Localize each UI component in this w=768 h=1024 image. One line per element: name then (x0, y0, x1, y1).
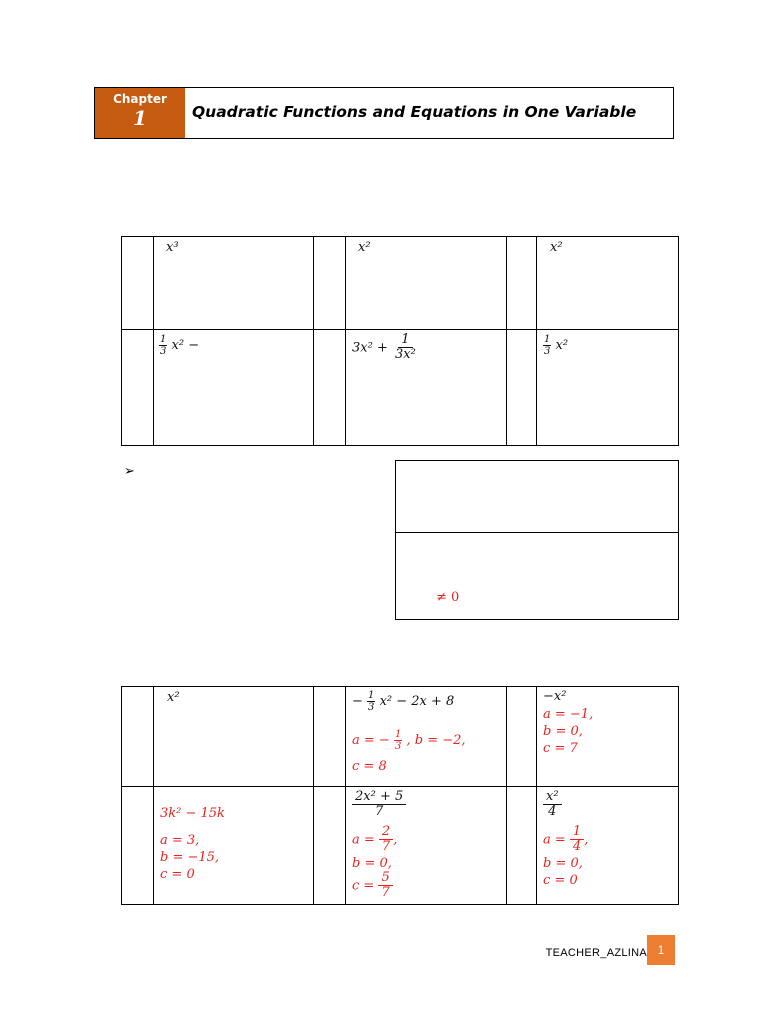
fraction-denominator: 3 (544, 346, 551, 357)
table1-index-cell (122, 237, 154, 330)
fraction-denominator: 4 (548, 804, 557, 820)
comma: , (393, 831, 398, 847)
comma: , (584, 831, 589, 847)
fraction-denominator: 7 (381, 838, 391, 854)
table2-cell (154, 687, 314, 787)
not-equal-zero: ≠ 0 (436, 590, 460, 605)
fraction-denominator: 7 (381, 885, 390, 901)
table2-index-cell (314, 787, 346, 905)
fraction-numerator: 1 (160, 334, 167, 345)
table1-index-cell (122, 330, 154, 446)
math-expression: x² (167, 690, 180, 705)
definition-box-bottom (396, 533, 679, 620)
coef-a-label: a = − (352, 733, 390, 748)
table2-index-cell (122, 787, 154, 905)
expressions-table-1 (121, 236, 679, 446)
table1-index-cell (314, 237, 346, 330)
coef-a: a = 3, (160, 833, 200, 848)
table1-index-cell (507, 330, 537, 446)
math-expression: −x² (543, 689, 567, 704)
table2-cell (537, 687, 679, 787)
table2-index-cell (122, 687, 154, 787)
chapter-label: Chapter (113, 92, 167, 106)
coef-a-label: a = (352, 831, 375, 847)
fraction-denominator: 3 (394, 741, 402, 752)
table2-cell (154, 787, 314, 905)
definition-box (395, 460, 679, 620)
page-number: 1 (647, 935, 675, 965)
math-expression: x² (550, 240, 563, 255)
fraction-numerator: 1 (570, 825, 584, 840)
table2-cell (346, 787, 507, 905)
table1-cell (346, 237, 507, 330)
coef-b: b = −15, (160, 850, 220, 865)
table1-cell (154, 330, 314, 446)
definition-box-top (396, 461, 679, 533)
fraction-denominator: 3 (368, 702, 375, 713)
table1-cell (346, 330, 507, 446)
coef-a: a = −1, (543, 707, 594, 722)
coef-b: b = 0, (352, 856, 392, 872)
table1-index-cell (314, 330, 346, 446)
table1-cell (537, 237, 679, 330)
coef-a-label: a = (543, 831, 566, 847)
fraction-numerator: 5 (378, 871, 392, 886)
table2-index-cell (507, 787, 537, 905)
coef-c: c = 8 (352, 759, 387, 774)
fraction-numerator: 1 (398, 333, 412, 348)
chapter-header (94, 87, 674, 139)
math-expression: x² (555, 338, 569, 353)
footer-author: TEACHER_AZLINA (545, 947, 647, 959)
table2-index-cell (507, 687, 537, 787)
fraction-numerator: 2 (379, 825, 393, 840)
coef-b: , b = −2, (406, 733, 466, 748)
table2-index-cell (314, 687, 346, 787)
fraction-numerator: 1 (544, 334, 551, 345)
math-expression: x² (358, 240, 371, 255)
fraction-denominator: 7 (374, 804, 384, 820)
fraction-denominator: 3 (160, 346, 167, 357)
chapter-badge (95, 88, 185, 138)
table1-cell (154, 237, 314, 330)
bullet-arrow: ➢ (124, 463, 135, 478)
chapter-number: 1 (133, 106, 147, 130)
table2-cell (346, 687, 507, 787)
coef-c-label: c = (352, 878, 375, 894)
math-expression: x² − 2x + 8 (379, 694, 455, 709)
fraction-denominator: 3x² (394, 347, 416, 363)
coef-b: b = 0, (543, 724, 583, 739)
math-expression: x³ (166, 240, 179, 255)
expressions-table-2 (121, 686, 679, 905)
table1-cell (537, 330, 679, 446)
fraction-numerator: 1 (394, 729, 402, 740)
table1-index-cell (507, 237, 537, 330)
coef-c: c = 7 (543, 741, 578, 756)
table2-cell (537, 787, 679, 905)
fraction-numerator: 1 (368, 690, 375, 701)
math-expression: x² − (171, 338, 200, 353)
fraction-numerator: 2x² + 5 (352, 790, 406, 805)
math-expression: 3k² − 15k (160, 806, 225, 821)
coef-b: b = 0, (543, 856, 583, 872)
math-sign: − (352, 694, 363, 709)
coef-c: c = 0 (160, 867, 195, 882)
chapter-title: Quadratic Functions and Equations in One Variable (192, 103, 637, 121)
coef-c: c = 0 (543, 873, 578, 889)
fraction-numerator: x² (543, 790, 562, 805)
fraction-denominator: 4 (572, 838, 582, 854)
math-expression: 3x² + (352, 340, 388, 356)
